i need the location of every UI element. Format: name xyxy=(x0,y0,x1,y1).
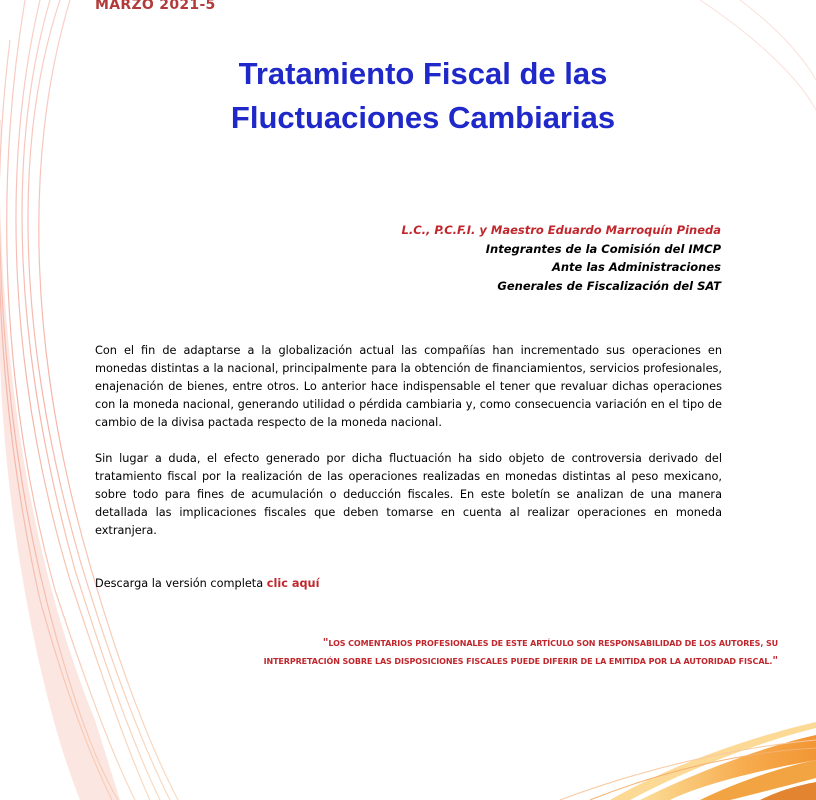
disclaimer-text-1: LOS COMENTARIOS PROFESIONALES DE ESTE ARTÍCULO SON RESPONSABILIDAD DE LOS AUTORES, SU xyxy=(328,639,778,648)
disclaimer xyxy=(258,634,778,670)
disclaimer-close-quote: " xyxy=(772,654,778,667)
body-paragraph: Sin lugar a duda, el efecto generado por dicha fluctuación ha sido objeto de controversia derivado del tratamiento fiscal por la realización de las operaciones realizadas en monedas distintas al peso mexicano, sobre todo para fines de acumulación o deducción fiscales. En este boletín se analizan de una manera detallada las implicaciones fiscales que deben tomarse en cuenta al realizar operaciones en moneda extranjera. xyxy=(95,452,722,537)
download-text: Descarga la versión completa xyxy=(95,577,264,590)
article-body xyxy=(95,342,722,558)
author-role-line: Generales de Fiscalización del SAT xyxy=(497,278,721,293)
disclaimer-line-1 xyxy=(258,634,778,652)
authors-block xyxy=(221,221,721,295)
page-title xyxy=(150,52,696,140)
author-role-line: Integrantes de la Comisión del IMCP xyxy=(485,241,721,256)
download-line xyxy=(95,575,319,593)
disclaimer-line-2 xyxy=(258,652,778,670)
download-link[interactable]: clic aquí xyxy=(266,577,320,590)
author-role-line: Ante las Administraciones xyxy=(551,260,721,274)
title-line-1: Tratamiento Fiscal de las xyxy=(238,56,608,91)
disclaimer-text-2: INTERPRETACIÓN SOBRE LAS DISPOSICIONES FISCALES PUEDE DIFERIR DE LA EMITIDA POR LA AUTORIDAD FISCAL. xyxy=(263,657,773,666)
header-date: MARZO 2021-5 xyxy=(95,0,216,13)
title-line-2: Fluctuaciones Cambiarias xyxy=(230,100,616,135)
author-name: L.C., P.C.F.I. y Maestro Eduardo Marroquín Pineda xyxy=(401,223,721,237)
disclaimer-open-quote: " xyxy=(322,636,329,649)
body-paragraph: Con el fin de adaptarse a la globalización actual las compañías han incrementado sus operaciones en monedas distintas a la nacional, principalmente para la obtención de financiamientos, servicios profesionales, enajenación de bienes, entre otros. Lo anterior hace indispensable el tener que revaluar dichas operaciones con la moneda nacional, generando utilidad o pérdida cambiaria y, como consecuencia variación en el tipo de cambio de la divisa pactada respecto de la moneda nacional. xyxy=(95,344,722,429)
